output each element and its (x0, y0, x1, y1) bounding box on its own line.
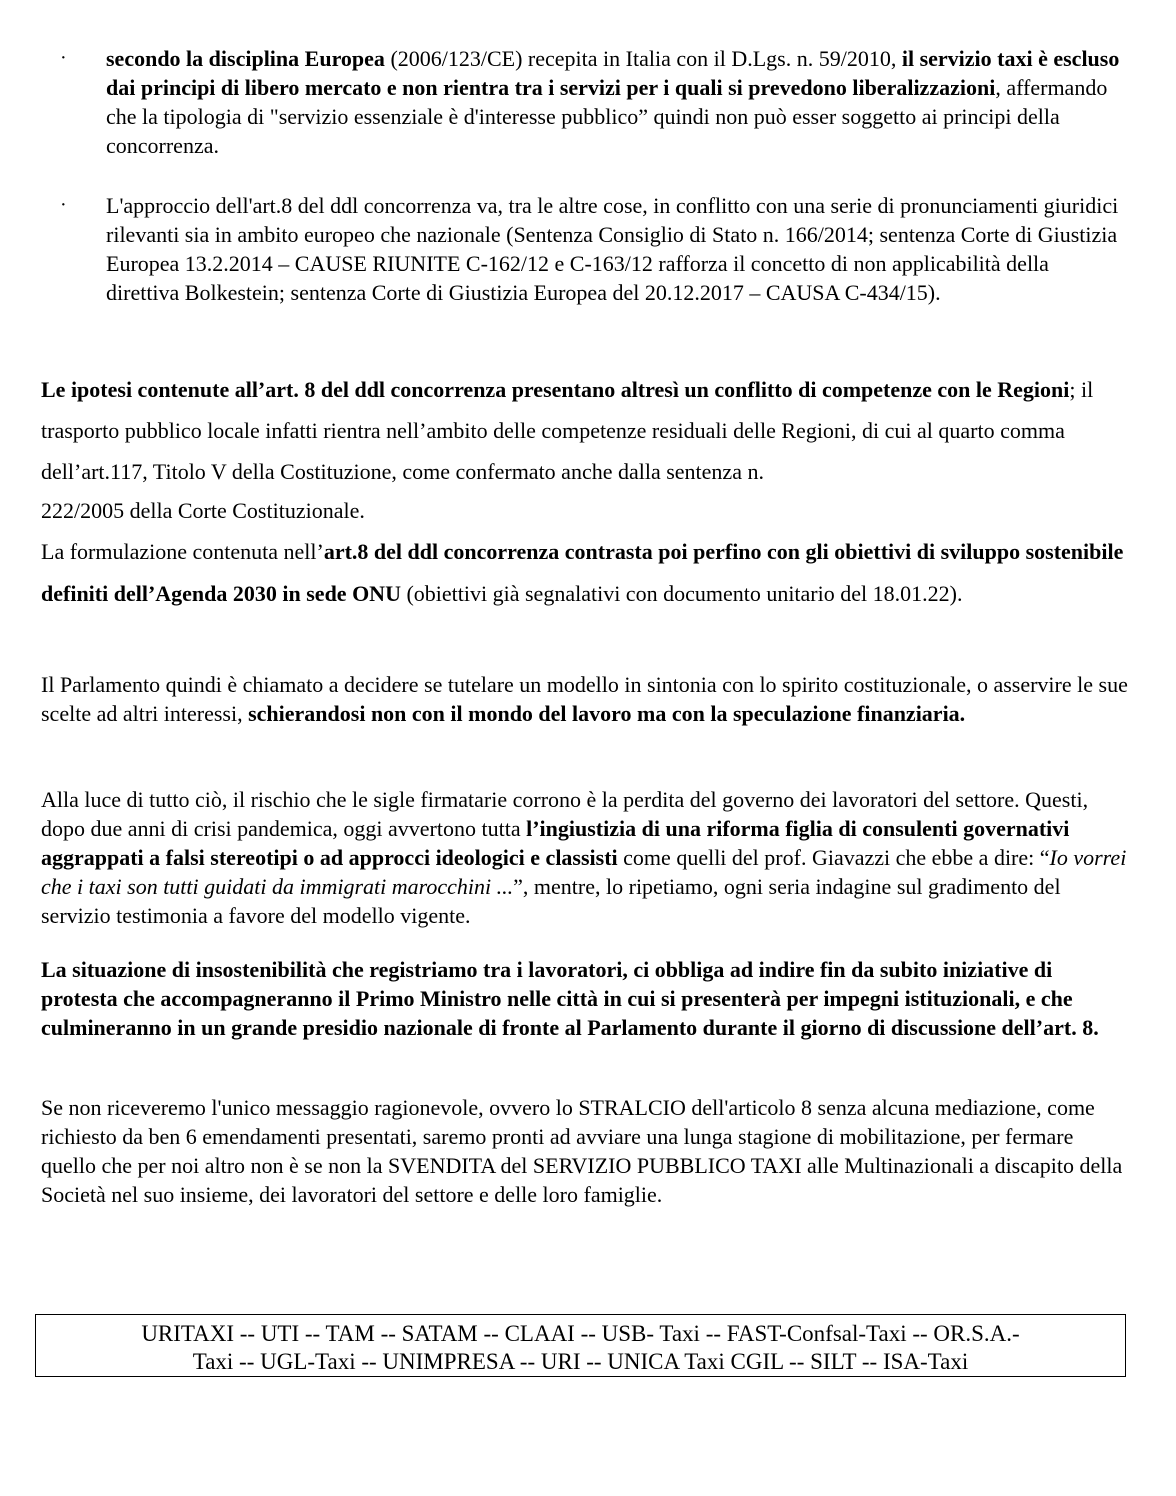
bold-phrase: La situazione di insostenibilità che registriamo tra i lavoratori, ci obbliga ad indire fin da subito iniziative di protesta che accompagneranno il Primo Ministro nelle città in cui si presenterà per impegni istituzionali, e che culmineranno in un grande presidio nazionale di fronte al Parlamento durante il giorno di discussione dell’art. 8. (41, 957, 1099, 1040)
text-run: ”, mentre, lo ripetiamo, ogni seria indagine sul gradimento del servizio testimonia a favore del modello vigente. (41, 874, 1061, 928)
bold-phrase: l’ingiustizia di una riforma figlia di consulenti governativi aggrappati a falsi stereotipi o ad approcci ideologici e classisti (41, 816, 1070, 870)
bullet-item-approccio-art8 (60, 191, 1126, 307)
text-run: (2006/123/CE) recepita in Italia con il D.Lgs. n. 59/2010, (384, 46, 902, 71)
text-run: , affermando che la tipologia di "servizio essenziale è d'interesse pubblico” quindi non può esser soggetto ai principi della concorrenza. (106, 75, 1108, 158)
signatories-line: Taxi -- UGL-Taxi -- UNIMPRESA -- URI -- UNICA Taxi CGIL -- SILT -- ISA-Taxi (192, 1349, 969, 1374)
paragraph-rischio (41, 785, 1131, 930)
bullet-mark: · (60, 194, 67, 216)
bold-phrase: Le ipotesi contenute all’art. 8 del ddl concorrenza presentano altresì un conflitto di competenze con le Regioni (41, 377, 1070, 402)
text-run: (obiettivi già segnalativi con documento unitario del 18.01.22). (400, 581, 963, 606)
paragraph-regioni-continued (41, 496, 1131, 525)
bold-phrase: schierandosi non con il mondo del lavoro ma con la speculazione finanziaria. (248, 701, 966, 726)
text-run: Alla luce di tutto ciò, il rischio che le sigle firmatarie corrono è la perdita del governo dei lavoratori del settore. Questi, dopo due anni di crisi pandemica, oggi avvertono tutta (41, 787, 1089, 841)
bold-phrase: secondo la disciplina Europea (106, 46, 385, 71)
bold-phrase: art.8 del ddl concorrenza contrasta poi perfino con gli obiettivi di sviluppo sostenibile definiti dell’Agenda 2030 in sede ONU (41, 539, 1124, 606)
text-run: Se non riceveremo l'unico messaggio ragionevole, ovvero lo STRALCIO dell'articolo 8 senza alcuna mediazione, come richiesto da ben 6 emendamenti presentati, saremo pronti ad avviare una lunga stagione di mobilitazione, per fermare quello che per noi altro non è se non la SVENDITA del SERVIZIO PUBBLICO TAXI alle Multinazionali a discapito della Società nel suo insieme, dei lavoratori del settore e delle loro famiglie. (41, 1095, 1123, 1207)
text-run: 222/2005 della Corte Costituzionale. (41, 498, 365, 523)
text-run: Il Parlamento quindi è chiamato a decidere se tutelare un modello in sintonia con lo spirito costituzionale, o asservire le sue scelte ad altri interessi, (41, 672, 1128, 726)
paragraph-stralcio (41, 1093, 1131, 1209)
text-run: La formulazione contenuta nell’ (41, 539, 324, 564)
signatories-line: URITAXI -- UTI -- TAM -- SATAM -- CLAAI -- USB- Taxi -- FAST-Confsal-Taxi -- OR.S.A.- (141, 1321, 1020, 1346)
text-run: come quelli del prof. Giavazzi che ebbe a dire: “ (617, 845, 1050, 870)
paragraph-parlamento (41, 670, 1131, 728)
italic-quote: Io vorrei che i taxi son tutti guidati da immigrati marocchini ... (41, 845, 1127, 899)
paragraph-protesta (41, 955, 1131, 1042)
bold-phrase: il servizio taxi è escluso dai principi di libero mercato e non rientra tra i servizi per i quali si prevedono liberalizzazioni (106, 46, 1120, 100)
text-run: ; il trasporto pubblico locale infatti rientra nell’ambito delle competenze residuali delle Regioni, di cui al quarto comma dell’art.117, Titolo V della Costituzione, come confermato anche dalla sentenza n. (41, 377, 1094, 484)
paragraph-agenda-2030 (41, 531, 1131, 615)
bullet-item-disciplina-europea (60, 44, 1126, 160)
bullet-list (0, 44, 1176, 338)
bullet-mark: · (60, 47, 67, 69)
text-run: L'approccio dell'art.8 del ddl concorrenza va, tra le altre cose, in conflitto con una serie di pronunciamenti giuridici rilevanti sia in ambito europeo che nazionale (Sentenza Consiglio di Stato n. 166/2014; sentenza Corte di Giustizia Europea 13.2.2014 – CAUSE RIUNITE C-162/12 e C-163/12 rafforza il concetto di non applicabilità della direttiva Bolkestein; sentenza Corte di Giustizia Europea del 20.12.2017 – CAUSA C-434/15). (106, 193, 1119, 305)
paragraph-regioni (41, 369, 1131, 492)
signatories-box (35, 1314, 1126, 1377)
